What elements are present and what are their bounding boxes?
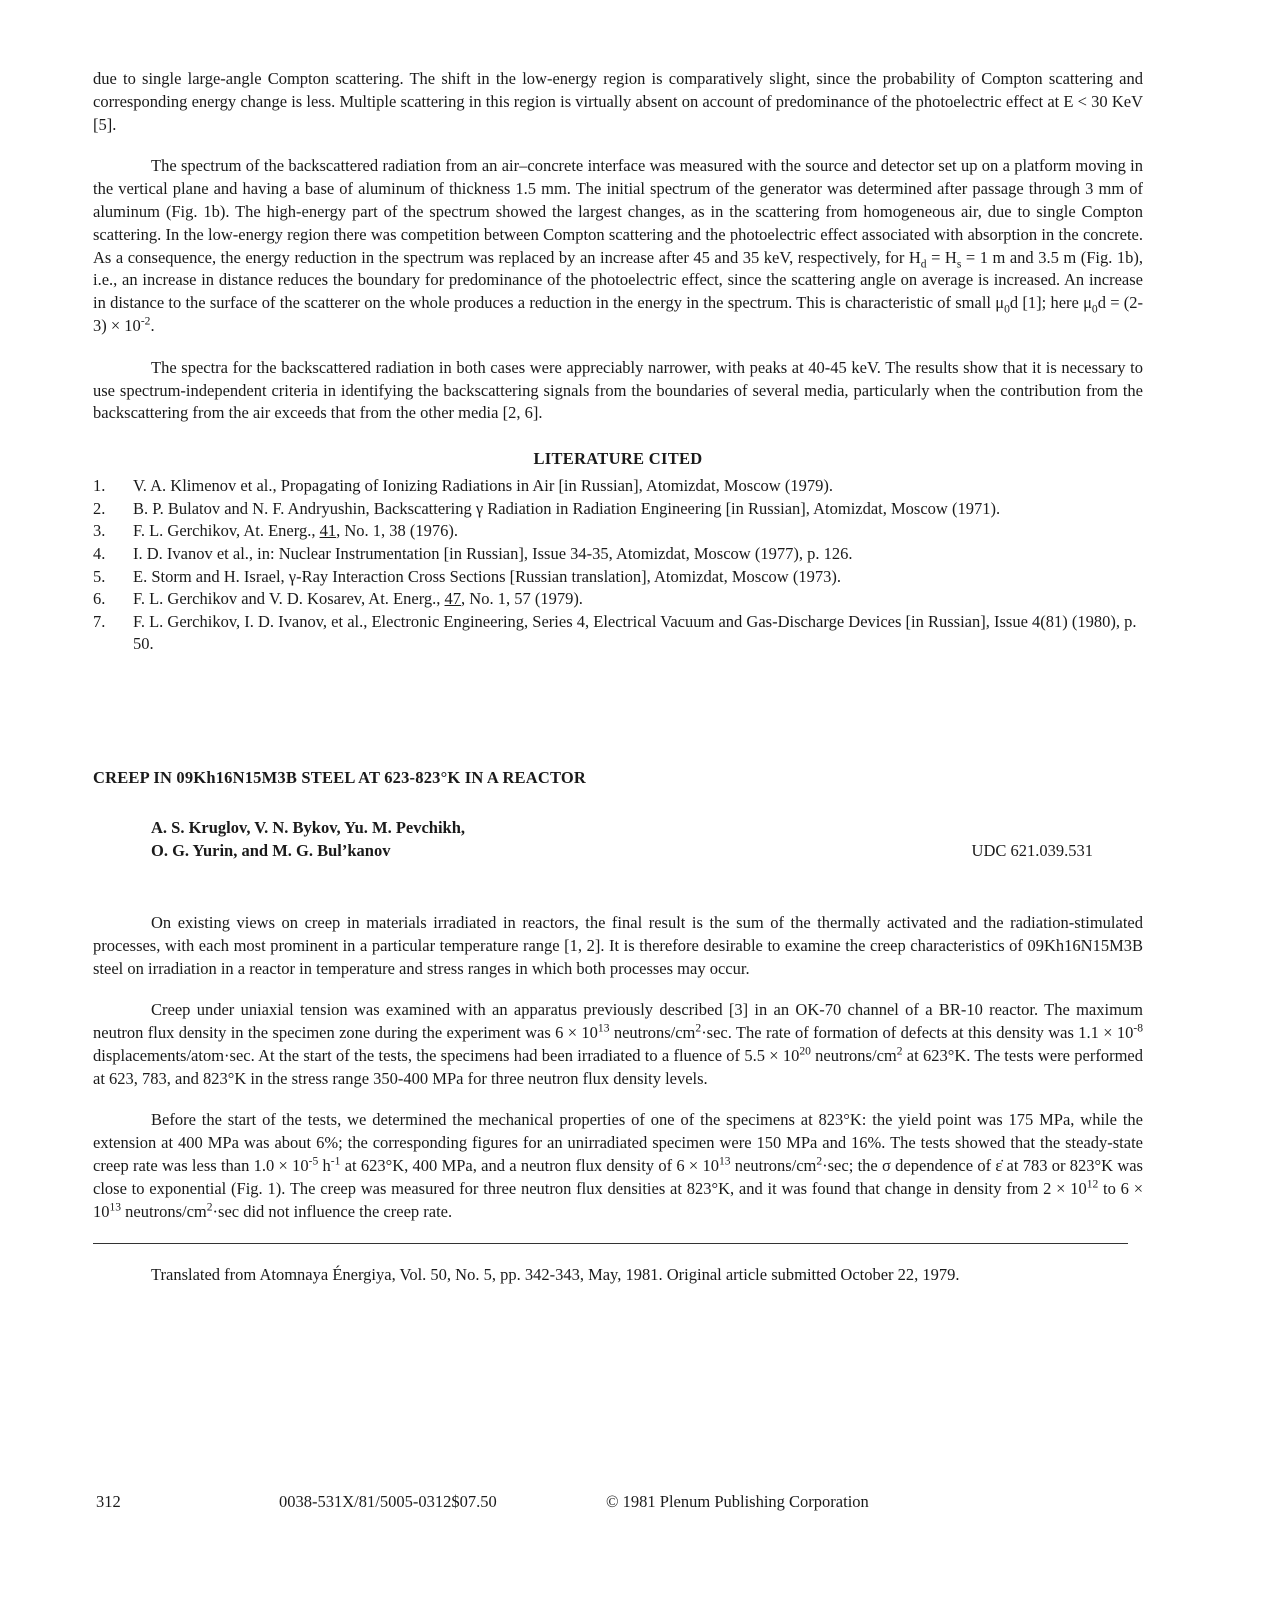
article-code: 0038-531X/81/5005-0312$07.50 (279, 1492, 497, 1511)
reference-list (93, 475, 1143, 656)
copyright: © 1981 Plenum Publishing Corporation (606, 1492, 869, 1511)
footnote-divider (93, 1243, 1128, 1244)
udc-code: UDC 621.039.531 (971, 840, 1093, 860)
reference-item: 6. F. L. Gerchikov and V. D. Kosarev, At. Energ., 47, No. 1, 57 (1979). (93, 589, 583, 609)
paragraph-continued: due to single large-angle Compton scattering. The shift in the low-energy region is comparatively slight, since the probability of Compton scattering and corresponding energy change is less. Multiple scattering in this region is virtually absent on account of predominance of the photoelectric effect at E < 30 KeV [5]. (93, 69, 1143, 134)
article-paragraph-2: Creep under uniaxial tension was examined with an apparatus previously described [3] in an OK-70 channel of a BR-10 reactor. The maximum neutron flux density in the specimen zone during the experiment was $6 \times 10^{13}$ neutrons/$cm^2\cdot\sec$. The rate of formation of defects at this density was $1.1 \times 10^{-8}$ displacements/atom·sec. At the start of the tests, the specimens had been irradiated to a fluence of $5.5 \times 10^{20}$ neutrons/$cm^2$ at 623°K. The tests were performed at 623, 783, and 823°K in the stress range 350-400 MPa for three neutron flux density levels. (93, 1000, 1144, 1088)
article-body (93, 912, 1143, 1224)
reference-item: 3. F. L. Gerchikov, At. Energ., 41, No. 1, 38 (1976). (93, 521, 458, 541)
page-number: 312 (96, 1492, 121, 1511)
reference-item: 1. V. A. Klimenov et al., Propagating of Ionizing Radiations in Air [in Russian], Atomizdat, Moscow (1979). (93, 476, 833, 496)
paragraph-spectra: The spectra for the backscattered radiation in both cases were appreciably narrower, with peaks at 40-45 keV. The results show that it is necessary to use spectrum-independent criteria in identifying the backscattering signals from the boundaries of several media, particularly when the contribution from the backscattering from the air exceeds that from the other media [2, 6]. (93, 357, 1143, 423)
reference-item: 4. I. D. Ivanov et al., in: Nuclear Instrumentation [in Russian], Issue 34-35, Atomizdat, Moscow (1977), p. 126. (93, 543, 853, 563)
literature-heading: LITERATURE CITED (533, 449, 703, 469)
page-footer (96, 1492, 996, 1516)
paragraph-air-concrete: The spectrum of the backscattered radiation from an air–concrete interface was measured with the source and detector set up on a platform moving in the vertical plane and having a base of aluminum of thickness 1.5 mm. The initial spectrum of the generator was determined after passage through 3 mm of aluminum (Fig. 1b). The high-energy part of the spectrum showed the largest changes, as in the scattering from homogeneous air, due to single Compton scattering. In the low-energy region there was competition between Compton scattering and the photoelectric effect associated with absorption in the concrete. As a consequence, the energy reduction in the spectrum was replaced by an increase after 45 and 35 keV, respectively, for $H_d = H_s = 1$ m and 3.5 m (Fig. 1b), i.e., an increase in distance reduces the boundary for predominance of the photoelectric effect, since the scattering angle on average is increased. An increase in distance to the surface of the scatterer on the whole produces a reduction in the energy in the spectrum. This is characteristic of small $\mu_0d$ [1]; here $\mu_0d = (2-3) \times 10^{-2}$. (93, 156, 1143, 335)
authors: A. S. Kruglov, V. N. Bykov, Yu. M. Pevchikh, O. G. Yurin, and M. G. Bul’kanov (151, 817, 466, 860)
page-content (93, 68, 1143, 1287)
reference-item: 5. E. Storm and H. Israel, γ-Ray Interaction Cross Sections [Russian translation], Atomizdat, Moscow (1973). (93, 566, 841, 586)
article-paragraph-1: On existing views on creep in materials irradiated in reactors, the final result is the sum of the thermally activated and the radiation-stimulated processes, with each most prominent in a particular temperature range [1, 2]. It is therefore desirable to examine the creep characteristics of 09Kh16N15M3B steel on irradiation in a reactor in temperature and stress ranges in which both processes may occur. (93, 912, 1143, 978)
article-paragraph-3: Before the start of the tests, we determined the mechanical properties of one of the specimens at 823°K: the yield point was 175 MPa, while the extension at 400 MPa was about 6%; the corresponding figures for an unirradiated specimen were 150 MPa and 16%. The tests showed that the steady-state creep rate was less than $1.0 \times 10^{-5}$ $h^{-1}$ at 623°K, 400 MPa, and a neutron flux density of $6 \times 10^{13}$ neutrons/$cm^2\cdot\sec$; the σ dependence of ε̇ at 783 or 823°K was close to exponential (Fig. 1). The creep was measured for three neutron flux densities at 823°K, and it was found that change in density from $2 \times 10^{12}$ to $6 \times 10^{13}$ neutrons/$cm^2\cdot\sec$ did not influence the creep rate. (93, 1110, 1143, 1221)
article-title: CREEP IN 09Kh16N15M3B STEEL AT 623-823°K IN A REACTOR (93, 767, 587, 787)
translation-footnote: Translated from Atomnaya Énergiya, Vol. 50, No. 5, pp. 342-343, May, 1981. Original article submitted October 22, 1979. (151, 1265, 960, 1285)
reference-item: 2. B. P. Bulatov and N. F. Andryushin, Backscattering γ Radiation in Radiation Engineering [in Russian], Atomizdat, Moscow (1971). (93, 498, 1001, 518)
author-block (93, 816, 1143, 862)
reference-item: 7. F. L. Gerchikov, I. D. Ivanov, et al., Electronic Engineering, Series 4, Electrical Vacuum and Gas-Discharge Devices [in Russian], Issue 4(81) (1980), p. 50. (93, 611, 1137, 654)
